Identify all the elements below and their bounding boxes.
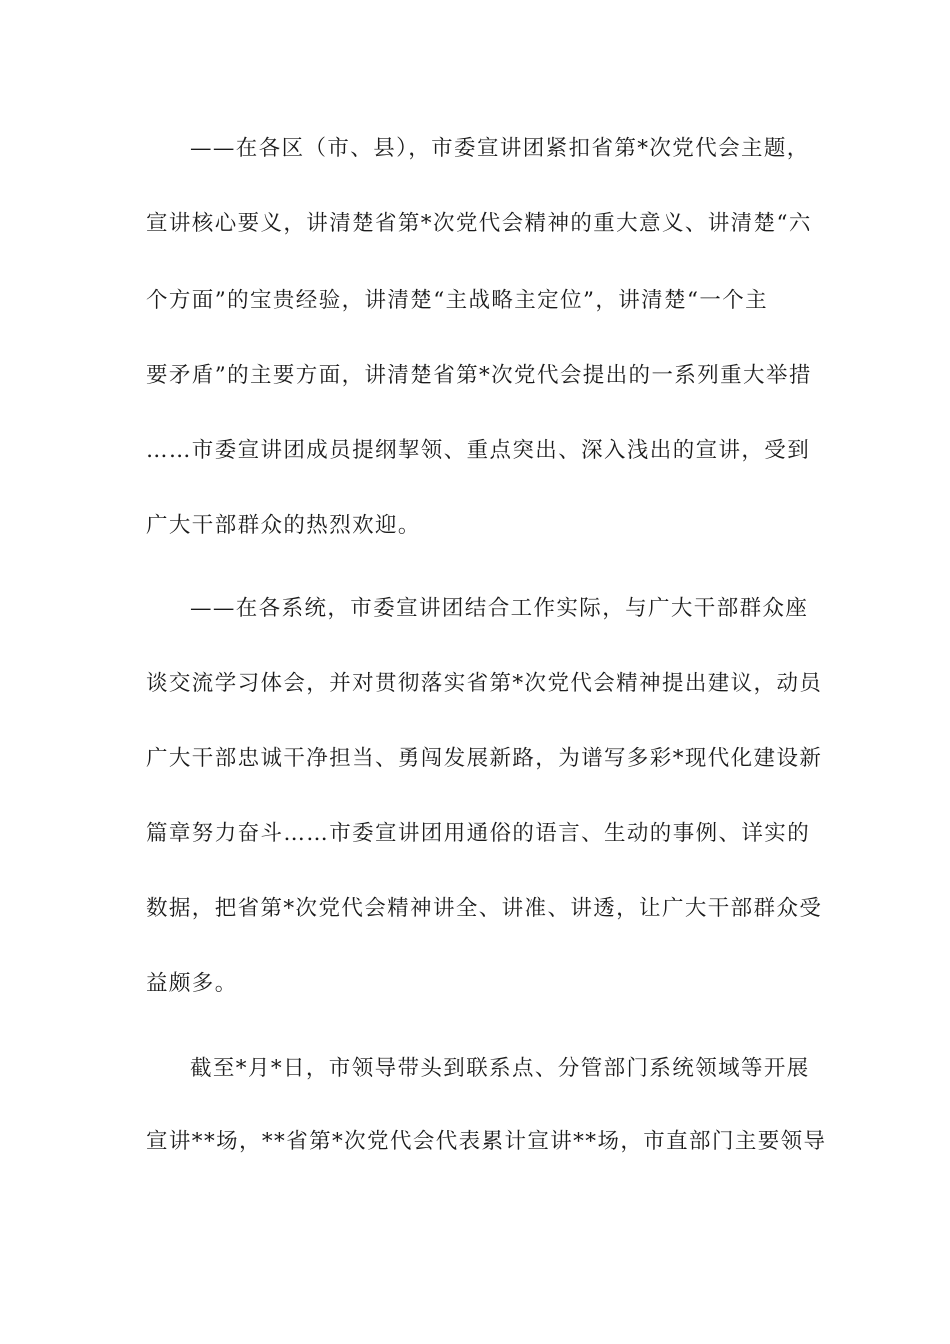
- paragraph-2-line-6: 益颇多。: [146, 971, 238, 996]
- paragraph-1-line-6: 广大干部群众的热烈欢迎。: [146, 513, 421, 538]
- paragraph-2-line-1: ——在各系统，市委宣讲团结合工作实际，与广大干部群众座: [190, 596, 809, 621]
- paragraph-3-line-1: 截至*月*日，市领导带头到联系点、分管部门系统领域等开展: [190, 1056, 810, 1081]
- paragraph-2-line-2: 谈交流学习体会，并对贯彻落实省第*次党代会精神提出建议，动员: [146, 671, 823, 696]
- paragraph-2-line-4: 篇章努力奋斗……市委宣讲团用通俗的语言、生动的事例、详实的: [146, 821, 811, 846]
- paragraph-1-line-4: 要矛盾”的主要方面，讲清楚省第*次党代会提出的一系列重大举措: [146, 363, 812, 388]
- paragraph-1-line-1: ——在各区（市、县），市委宣讲团紧扣省第*次党代会主题，: [190, 136, 810, 161]
- paragraph-1-line-2: 宣讲核心要义，讲清楚省第*次党代会精神的重大意义、讲清楚“六: [146, 211, 812, 236]
- paragraph-1-line-3: 个方面”的宝贵经验，讲清楚“主战略主定位”，讲清楚“一个主: [146, 288, 769, 313]
- paragraph-1-line-5: ……市委宣讲团成员提纲挈领、重点突出、深入浅出的宣讲，受到: [146, 438, 811, 463]
- paragraph-3-line-2: 宣讲**场，**省第*次党代会代表累计宣讲**场，市直部门主要领导: [146, 1129, 827, 1154]
- paragraph-2-line-3: 广大干部忠诚干净担当、勇闯发展新路，为谱写多彩*现代化建设新: [146, 746, 823, 771]
- paragraph-2-line-5: 数据，把省第*次党代会精神讲全、讲准、讲透，让广大干部群众受: [146, 896, 823, 921]
